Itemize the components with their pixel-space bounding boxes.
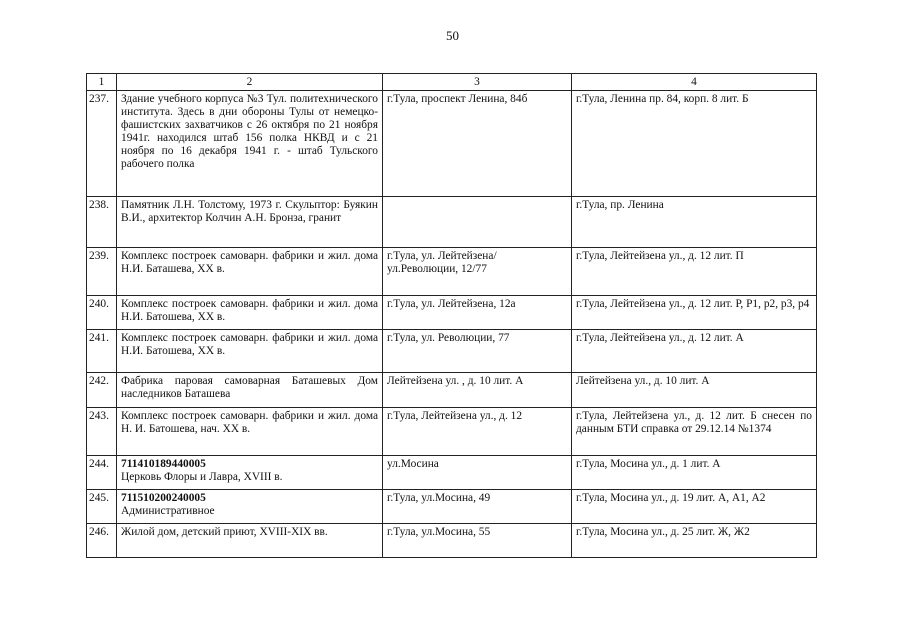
table-row: [87, 408, 817, 456]
table-row: [87, 91, 817, 197]
object-current-address: г.Тула, Мосина ул., д. 25 лит. Ж, Ж2: [572, 524, 817, 558]
row-number: 237.: [87, 91, 117, 197]
table-row: [87, 330, 817, 373]
row-number: 244.: [87, 456, 117, 490]
row-number: 245.: [87, 490, 117, 524]
object-address: г.Тула, Лейтейзена ул., д. 12: [383, 408, 572, 456]
object-address: г.Тула, ул.Мосина, 55: [383, 524, 572, 558]
table-row: [87, 373, 817, 408]
object-current-address: г.Тула, Ленина пр. 84, корп. 8 лит. Б: [572, 91, 817, 197]
table-row: [87, 490, 817, 524]
table-header-row: [87, 74, 817, 91]
page-number: 50: [446, 28, 459, 43]
column-header-2: 2: [117, 74, 383, 91]
row-number: 238.: [87, 197, 117, 248]
object-name: Комплекс построек самоварн. фабрики и жил. дома Н.И. Баташева, XX в.: [117, 248, 383, 296]
object-address: ул.Мосина: [383, 456, 572, 490]
object-current-address: г.Тула, пр. Ленина: [572, 197, 817, 248]
table-row: [87, 296, 817, 330]
table-row: [87, 248, 817, 296]
object-address: г.Тула, проспект Ленина, 84б: [383, 91, 572, 197]
row-number: 240.: [87, 296, 117, 330]
object-address: [383, 197, 572, 248]
column-header-1: 1: [87, 74, 117, 91]
object-name: Комплекс построек самоварн. фабрики и жил. дома Н. И. Батошева, нач. XX в.: [117, 408, 383, 456]
object-current-address: г.Тула, Лейтейзена ул., д. 12 лит. Р, Р1, р2, р3, р4: [572, 296, 817, 330]
object-current-address: г.Тула, Мосина ул., д. 1 лит. А: [572, 456, 817, 490]
object-address: г.Тула, ул. Лейтейзена/ул.Революции, 12/77: [383, 248, 572, 296]
table-row: [87, 197, 817, 248]
object-name: Комплекс построек самоварн. фабрики и жил. дома Н.И. Батошева, XX в.: [117, 330, 383, 373]
row-number: 241.: [87, 330, 117, 373]
object-name: Административное: [121, 505, 215, 517]
row-number: 243.: [87, 408, 117, 456]
object-current-address: г.Тула, Лейтейзена ул., д. 12 лит. А: [572, 330, 817, 373]
object-name: Памятник Л.Н. Толстому, 1973 г. Скульптор: Буякин В.И., архитектор Колчин А.Н. Бронза, гранит: [117, 197, 383, 248]
row-number: 239.: [87, 248, 117, 296]
table-row: [87, 524, 817, 558]
object-name-cell: [117, 490, 383, 524]
object-address: г.Тула, ул. Лейтейзена, 12а: [383, 296, 572, 330]
object-current-address: г.Тула, Мосина ул., д. 19 лит. А, А1, А2: [572, 490, 817, 524]
object-name-cell: [117, 456, 383, 490]
object-code: 711410189440005: [121, 458, 206, 470]
object-name: Жилой дом, детский приют, XVIII-XIX вв.: [117, 524, 383, 558]
column-header-4: 4: [572, 74, 817, 91]
object-current-address: г.Тула, Лейтейзена ул., д. 12 лит. Б снесен по данным БТИ справка от 29.12.14 №1374: [572, 408, 817, 456]
object-code: 711510200240005: [121, 492, 206, 504]
heritage-registry-table: [86, 73, 817, 558]
row-number: 246.: [87, 524, 117, 558]
object-address: г.Тула, ул. Революции, 77: [383, 330, 572, 373]
column-header-3: 3: [383, 74, 572, 91]
table-row: [87, 456, 817, 490]
object-address: г.Тула, ул.Мосина, 49: [383, 490, 572, 524]
row-number: 242.: [87, 373, 117, 408]
object-address: Лейтейзена ул. , д. 10 лит. А: [383, 373, 572, 408]
object-current-address: г.Тула, Лейтейзена ул., д. 12 лит. П: [572, 248, 817, 296]
object-name: Фабрика паровая самоварная Баташевых Дом наследников Баташева: [117, 373, 383, 408]
object-name: Здание учебного корпуса №3 Тул. политехнического института. Здесь в дни обороны Тулы от немецко-фашистских захватчиков с 26 октября по 21 ноября 1941г. находился штаб 156 полка НКВД и с 21 ноября по 16 декабря 1941 г. - штаб Тульского рабочего полка: [117, 91, 383, 197]
object-name: Комплекс построек самоварн. фабрики и жил. дома Н.И. Батошева, XX в.: [117, 296, 383, 330]
object-name: Церковь Флоры и Лавра, XVIII в.: [121, 471, 283, 483]
object-current-address: Лейтейзена ул., д. 10 лит. А: [572, 373, 817, 408]
